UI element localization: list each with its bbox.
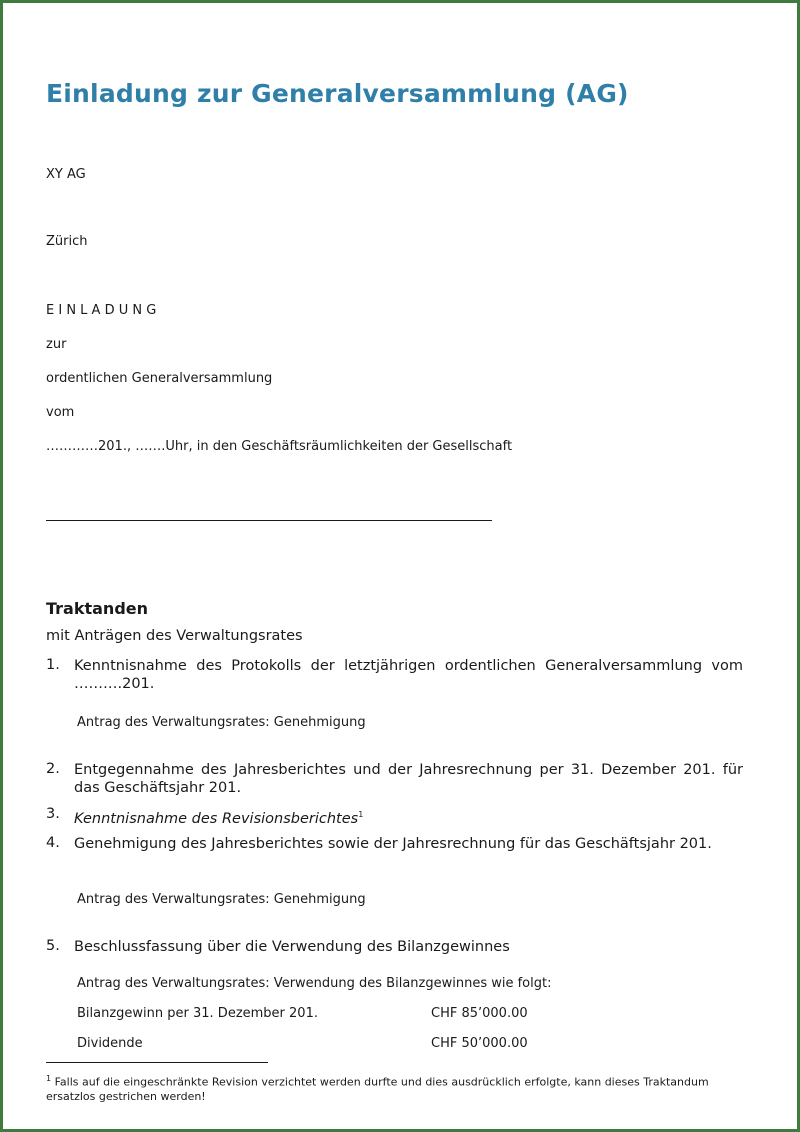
agenda-item-5-motion: Antrag des Verwaltungsrates: Verwendung des Bilanzgewinnes wie folgt: [77,976,552,991]
agenda-item-number: 2. [46,761,60,777]
footnote-number: 1 [46,1074,52,1083]
page-title: Einladung zur Generalversammlung (AG) [46,79,629,108]
agenda-item-text: Entgegennahme des Jahresberichtes und der Jahresrechnung per 31. Dezember 201. für das Geschäftsjahr 201. [74,762,743,796]
footnote-reference: 1 [358,810,364,819]
agenda-item-text: Kenntnisnahme des Protokolls der letztjährigen ordentlichen Generalversammlung vom ……….201. [74,658,743,692]
appropriation-amount: CHF 85’000.00 [431,1006,528,1021]
agenda-item-4-motion: Antrag des Verwaltungsrates: Genehmigung [77,892,366,907]
agenda-item-1-motion: Antrag des Verwaltungsrates: Genehmigung [77,715,366,730]
agenda-item-text: Kenntnisnahme des Revisionsberichtes [74,810,359,827]
agenda-item-number: 5. [46,938,60,954]
city: Zürich [46,234,88,249]
agenda-item-text: Genehmigung des Jahresberichtes sowie der Jahresrechnung für das Geschäftsjahr 201. [74,836,712,852]
invitation-line-type: ordentlichen Generalversammlung [46,371,273,386]
agenda-item-5 [46,938,743,956]
agenda-subheading: mit Anträgen des Verwaltungsrates [46,628,303,644]
agenda-heading: Traktanden [46,599,149,618]
footnote [46,1072,736,1104]
invitation-line-zur: zur [46,337,67,352]
invitation-line-vom: vom [46,405,75,420]
invitation-heading: E I N L A D U N G [46,303,157,318]
footnote-text: Falls auf die eingeschränkte Revision verzichtet werden durfte und dies ausdrücklich erfolgte, kann dieses Traktandum ersatzlos gestrichen werden! [46,1075,709,1103]
agenda-item-2 [46,761,743,797]
appropriation-label: Dividende [77,1036,143,1051]
agenda-item-number: 3. [46,806,60,822]
footnote-divider [46,1062,268,1063]
agenda-item-text: Beschlussfassung über die Verwendung des Bilanzgewinnes [74,939,510,955]
company-name: XY AG [46,167,86,182]
agenda-item-3 [46,806,743,828]
agenda-item-4 [46,835,743,853]
agenda-item-1 [46,657,743,693]
agenda-item-number: 4. [46,835,60,851]
agenda-item-number: 1. [46,657,60,673]
appropriation-amount: CHF 50’000.00 [431,1036,528,1051]
divider-line [46,520,492,521]
invitation-line-date: …………201., …….Uhr, in den Geschäftsräumlichkeiten der Gesellschaft [46,439,513,454]
appropriation-label: Bilanzgewinn per 31. Dezember 201. [77,1006,318,1021]
